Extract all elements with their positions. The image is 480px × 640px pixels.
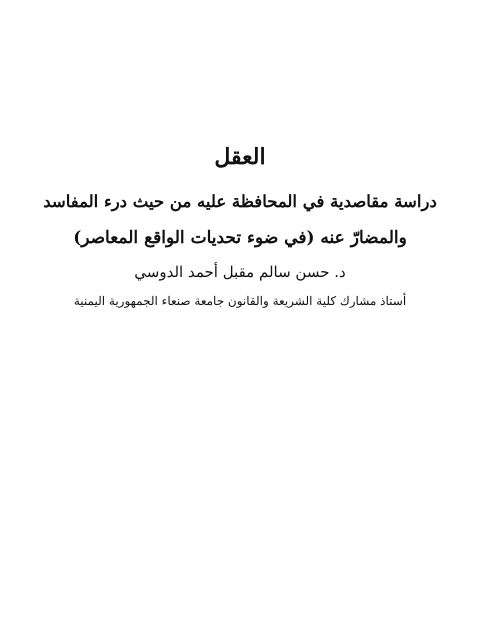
subtitle-line-1: دراسة مقاصدية في المحافظة عليه من حيث درء المفاسد	[43, 192, 437, 211]
document-title: العقل	[214, 144, 266, 170]
subtitle-line-2: والمضارّ عنه (في ضوء تحديات الواقع المعاصر)	[73, 228, 407, 248]
author-affiliation: أستاذ مشارك كلية الشريعة والقانون جامعة صنعاء الجمهورية اليمنية	[73, 294, 407, 308]
author-name: د. حسن سالم مقبل أحمد الدوسي	[134, 263, 346, 281]
